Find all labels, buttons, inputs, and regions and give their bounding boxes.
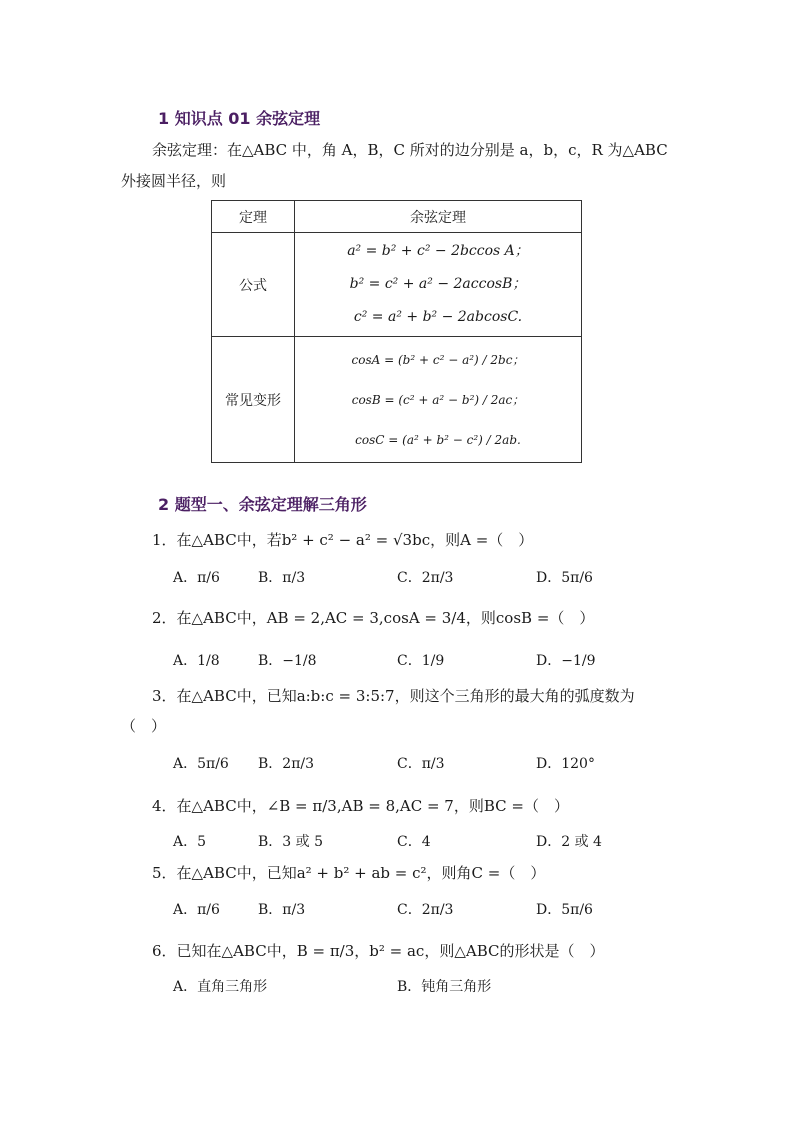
table-header-right: 余弦定理 [295,201,582,233]
q4-option-c: C．4 [397,834,431,850]
q5-option-b: B．π/3 [258,902,306,918]
q4-option-b: B．3 或 5 [258,834,324,850]
q1-option-a: A．π/6 [173,570,220,586]
variant-cosB: cosB = (c² + a² − b²) / 2ac； [351,392,525,407]
q5-option-d: D．5π/6 [536,902,593,918]
q2-option-d: D．−1/9 [536,653,596,669]
q5-option-c: C．2π/3 [397,902,454,918]
question-5: 5．在△ABC中，已知a² + b² + ab = c²，则角C =（ ） [152,864,546,882]
q6-option-a: A．直角三角形 [173,979,268,995]
q3-option-a: A．5π/6 [173,756,229,772]
q2-option-a: A．1/8 [173,653,220,669]
question-2: 2．在△ABC中，AB = 2,AC = 3,cosA = 3/4，则cosB =（ ） [152,609,595,627]
q3-option-d: D．120° [536,756,595,772]
intro-line1: 余弦定理：在△ABC 中，角 A，B，C 所对的边分别是 a，b，c，R 为△ABC [152,141,668,159]
q4-option-d: D．2 或 4 [536,834,602,850]
cosine-law-table [211,200,582,463]
formula-b: b² = c² + a² − 2accosB； [349,276,527,292]
intro-line2: 外接圆半径，则 [121,172,227,190]
formula-a: a² = b² + c² − 2bccos A； [347,243,529,259]
q2-option-c: C．1/9 [397,653,445,669]
question-1: 1．在△ABC中，若b² + c² − a² = √3bc，则A =（ ） [152,531,534,549]
variant-label: 常见变形 [212,337,295,463]
section2-heading: 2 题型一、余弦定理解三角形 [158,495,367,514]
variant-cosA: cosA = (b² + c² − a²) / 2bc； [351,352,525,367]
q6-option-b: B．钝角三角形 [397,979,492,995]
section1-heading: 1 知识点 01 余弦定理 [158,109,321,128]
q3-option-b: B．2π/3 [258,756,315,772]
variant-cell [295,337,582,463]
q5-option-a: A．π/6 [173,902,220,918]
q2-option-b: B．−1/8 [258,653,317,669]
formula-label: 公式 [212,233,295,337]
question-3: 3．在△ABC中，已知a:b:c = 3:5:7，则这个三角形的最大角的弧度数为 [152,687,635,705]
q1-option-b: B．π/3 [258,570,306,586]
q3-option-c: C．π/3 [397,756,445,772]
formula-c: c² = a² + b² − 2abcosC. [353,309,523,325]
question-4: 4．在△ABC中，∠B = π/3,AB = 8,AC = 7，则BC =（ ） [152,797,569,815]
question-6: 6．已知在△ABC中，B = π/3，b² = ac，则△ABC的形状是（ ） [152,942,605,960]
question-3-brackets: （ ） [121,717,167,735]
variant-cosC: cosC = (a² + b² − c²) / 2ab. [355,432,521,447]
formula-cell [295,233,582,337]
q1-option-d: D．5π/6 [536,570,593,586]
q1-option-c: C．2π/3 [397,570,454,586]
q4-option-a: A．5 [173,834,207,850]
table-header-left: 定理 [212,201,295,233]
